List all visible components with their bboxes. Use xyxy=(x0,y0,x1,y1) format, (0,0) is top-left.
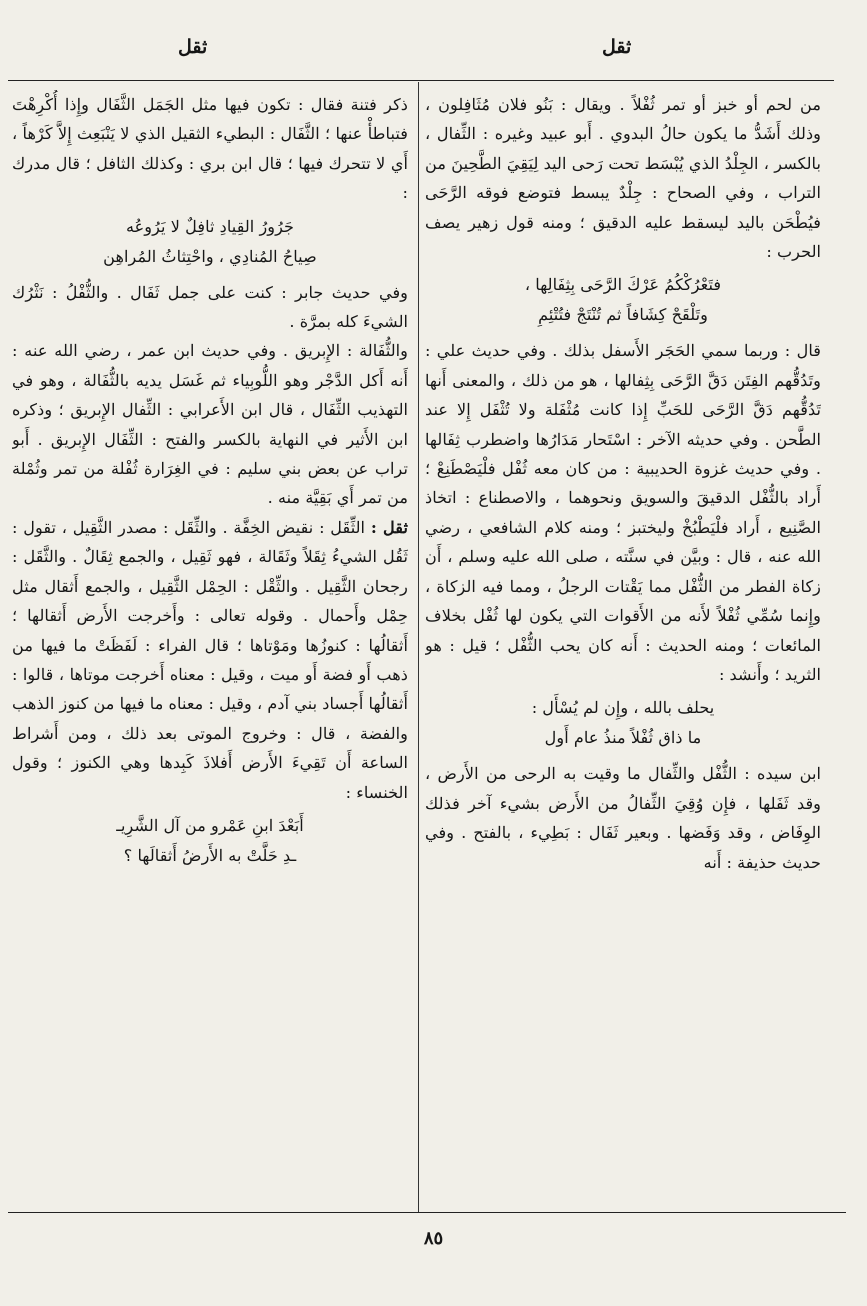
verse-line: جَرُورُ القِيادِ ثافِلٌ لا يَرُوعُه xyxy=(125,216,295,236)
bottom-rule xyxy=(8,1212,846,1213)
entry-paragraph xyxy=(12,513,408,807)
header-left-word: ثقل xyxy=(178,36,208,58)
page-number: ٨٥ xyxy=(423,1228,444,1249)
right-column xyxy=(425,90,821,1208)
verse xyxy=(425,270,821,330)
left-column xyxy=(12,90,408,1208)
verse-line: ما ذاق ثُفْلاً منذُ عام أَول xyxy=(544,728,702,748)
verse-line: فتَعْرُكْكُمُ عَرْكَ الرَّحَى بِثِفَالِها ، xyxy=(524,275,722,295)
paragraph: وفي حديث جابر : كنت على جمل ثَفَال . والثُّفْلُ : نَثْرُك الشيءَ كله بمرَّة . xyxy=(12,282,408,332)
top-rule xyxy=(8,80,834,81)
verse xyxy=(12,811,408,871)
paragraph: والثُّفَالة : الإِبريق . وفي حديث ابن عمر ، رضي الله عنه : أَنه أَكل الدَّجْر وهو اللُّوبِياء ثم غَسَل يديه بالثُّفَالة ، وهو في التهذيب الثِّفَال ، قال ابن الأَعرابي : الثِّفال الإِبريق ؛ وذكره ابن الأَثير في النهاية بالكسر والفتح : الثِّفَال الإِبريق . أَبو تراب عن بعض بني سليم : في الغِرَارة ثُفْلة من تمر وثُمْلة من تمر أَي بَقِيَّة منه . xyxy=(12,341,408,508)
header-right-word: ثقل xyxy=(602,36,632,58)
paragraph: قال : وربما سمي الحَجَر الأَسفل بذلك . وفي حديث علي : وتَدُقُّهم الفِتَن دَقَّ الرَّحَى بِثِفالها ، هو من ذلك ، والمعنى أَنها تَدُقُّهم دَقَّ الرَّحَى للحَبِّ إِذا كانت مُثْفَلة ولا تُثْفَل إِلا عند الطَّحن . وفي حديثه الآخر : اسْتَحار مَدَارُها واضطرب ثِفَالها . وفي حديث غزوة الحديبية : من كان معه ثُفْل فلْيَصْطَنِعْ ؛ أَراد بالثُّفْل الدقيقَ والسويق ونحوهما ، والاصطناع : اتخاذ الصَّنِيع ، أَراد فلْيَطْبُخْ وليختبز ؛ ومنه كلام الشافعي ، رضي الله عنه ، قال : وبيَّن في سنَّته ، صلى الله عليه وسلم ، أَن زكاة الفطر من الثُّفْل مما يَقْتات الرجلُ ، ومما فيه الزكاة ، وإِنما سُمِّي ثُفْلاً لأَنه من الأَقوات التي يكون لها ثُفْل بخلاف المائعات ؛ ومنه الحديث : أَنه كان يحب الثُّفْل ؛ قيل : هو الثريد ؛ وأَنشد : xyxy=(425,341,821,684)
verse xyxy=(12,212,408,272)
verse-line: صِياحُ المُنادِي ، واحْتِثاثُ المُراهِن xyxy=(103,246,317,266)
verse-line: أَبَعْدَ ابنِ عَمْرو من آل الشَّرِيـ xyxy=(116,815,304,835)
paragraph: من لحم أو خبز أو تمر ثُفْلاً . ويقال : بَنُو فلان مُثَافِلون ، وذلك أَشَدُّ ما يكون حالُ البدوي . أَبو عبيد وغيره : الثِّفال ، بالكسر ، الجِلْدُ الذي يُبْسَط تحت رَحى اليد لِيَقِيَ الطَّحِينَ من التراب ، وفي الصحاح : جِلْدٌ يبسط فتوضع فوقه الرَّحَى فيُطْحَن باليد ليسقط عليه الدقيق ؛ ومنه قول زهير يصف الحرب : xyxy=(425,95,821,262)
paragraph: ذكر فتنة فقال : تكون فيها مثل الجَمَل الثَّفَال وإِذا أُكْرِهْتَ فتباطأْ عنها ؛ الثَّفَال : البطيء الثقيل الذي لا يَنْبَعِث إِلاَّ كَرْهاً ، أَي لا تتحرك فيها ؛ قال ابن بري : وكذلك الثافل ؛ قال مدرك : xyxy=(12,95,408,203)
entry-headword: ثقل : xyxy=(370,517,408,537)
verse-line: وتَلْقَحْ كِشَافاً ثم تُنْتَجْ فتُتْئِمِ xyxy=(538,305,708,325)
verse-line: يحلف بالله ، وإِن لم يُسْأَل : xyxy=(531,698,715,718)
paragraph: ابن سيده : الثُّفْل والثِّفال ما وقيت به الرحى من الأَرض ، وقد ثَفَلها ، فإِن وُقِيَ الثِّفالُ من الأَرض بشيء آخر فذلك الوِفَاض ، وقد وَفَضها . وبعير ثَفَال : بَطِيء ، بالفتح . وفي حديث حذيفة : أَنه xyxy=(425,764,821,872)
entry-text: الثِّقَل : نقيض الخِفَّة . والثِّقَل : مصدر الثَّقِيل ، تقول : ثَقُل الشيءُ ثِقَلاً وثَقَالة ، فهو ثَقِيل ، والجمع ثِقَالٌ . والثَّقَل : رجحان الثَّقِيل . والثِّقْل : الحِمْل الثَّقِيل ، والجمع أَثقال مثل حِمْل وأَحمال . وقوله تعالى : وأَخرجت الأَرض أَثقالها ؛ أَثقالُها : كنوزُها ومَوْتاها ؛ قال الفراء : لَفَظَتْ ما فيها من ذهب أَو فضة أَو ميت ، وقيل : معناه أَخرجت موتاها ، قالوا : أَثقالُها أَجساد بني آدم ، وقيل : معناه ما فيها من كنوز الذهب والفضة ، قال : وخروج الموتى بعد ذلك ، ومن أَشراط الساعة أَن تَقِيءَ الأَرض أَفلاذَ كَبِدها وهي الكنوز ؛ وقول الخنساء : xyxy=(12,517,408,802)
verse-line: ـدِ حَلَّتْ به الأَرضُ أَثقالَها ؟ xyxy=(123,845,297,865)
verse xyxy=(425,693,821,753)
column-divider xyxy=(418,82,419,1212)
